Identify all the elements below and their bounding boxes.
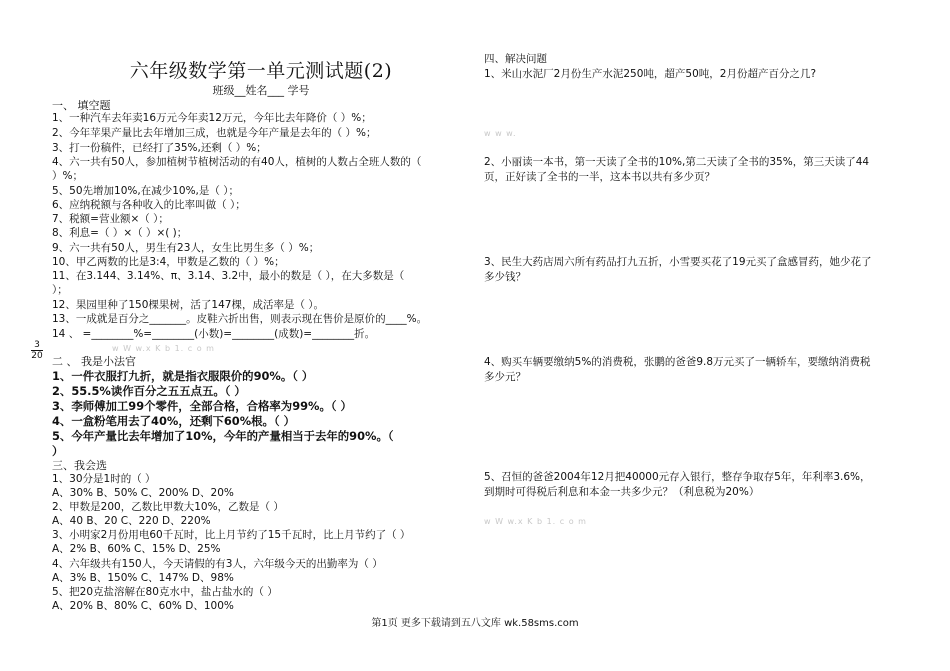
left-text-line-29: 3、小明家2月份用电60千瓦时，比上月节约了15千瓦时，比上月节约了（ ） [52, 529, 411, 541]
watermark-text: w W w.x K b 1. c o m [112, 344, 215, 353]
right-text-line-10: 到期时可得税后利息和本金一共多少元？（利息税为20%） [484, 486, 760, 498]
left-text-line-18: 1、一件衣服打九折，就是指衣服限价的90%。（ ） [52, 369, 314, 383]
right-text-line-0: 四、解决问题 [484, 53, 547, 65]
right-text-line-4: 页，正好读了全书的一半，这本书以共有多少页？ [484, 171, 715, 183]
left-text-line-6: 5、50先增加10%,在减少10%,是（ ）； [52, 185, 239, 197]
left-text-line-31: 4、六年级共有150人，今天请假的有3人，六年级今天的出勤率为（ ） [52, 558, 383, 570]
left-text-line-0: 一、 填空题 [52, 99, 111, 112]
left-text-line-25: 1、30分是1时的（ ） [52, 473, 156, 485]
right-text-line-3: 2、小丽读一本书，第一天读了全书的10%,第二天读了全书的35%，第三天读了44 [484, 156, 870, 168]
left-text-line-14: 12、果园里种了150棵果树，活了147棵，成活率是（ ）。 [52, 299, 325, 311]
left-text-line-2: 2、今年苹果产量比去年增加三成，也就是今年产量是去年的（ ）%； [52, 127, 377, 139]
student-info-line: 班级__姓名___ 学号 [212, 84, 310, 97]
right-text-line-6: 多少钱？ [484, 271, 526, 283]
left-text-line-13: ）； [52, 284, 68, 296]
page-title: 六年级数学第一单元测试题(2) [129, 60, 393, 82]
left-text-line-33: 5、把20克盐溶解在80克水中，盐占盐水的（ ） [52, 586, 278, 598]
left-text-line-21: 4、一盒粉笔用去了40%，还剩下60%根。（ ） [52, 414, 295, 428]
fraction-three-twentieths [30, 340, 44, 361]
fraction-denominator: 20 [31, 351, 43, 361]
left-text-line-26: A、30% B、50% C、200% D、20% [52, 487, 234, 499]
right-text-line-9: 5、召恒的爸爸2004年12月把40000元存入银行，整存争取存5年，年利率3.6%， [484, 471, 871, 483]
left-text-line-4: 4、六一共有50人，参加植树节植树活动的有40人，植树的人数占全班人数的（ [52, 156, 422, 168]
left-text-line-15: 13、一成就是百分之_______。皮鞋六折出售，则表示现在售价是原价的____%。 [52, 313, 428, 325]
left-text-line-3: 3、打一份稿件，已经打了35%,还剩（ ）%； [52, 142, 267, 154]
right-text-line-7: 4、购买车辆要缴纳5%的消费税，张鹏的爸爸9.8万元买了一辆轿车，要缴纳消费税 [484, 356, 871, 368]
left-text-line-11: 10、甲乙两数的比是3:4，甲数是乙数的（ ）%； [52, 256, 285, 268]
left-text-line-10: 9、六一共有50人，男生有23人，女生比男生多（ ）%； [52, 242, 320, 254]
fraction-numerator: 3 [34, 340, 40, 350]
left-text-line-8: 7、税额=营业额×（ ）； [52, 213, 169, 225]
right-text-line-2: w w w. [484, 129, 517, 138]
left-text-line-34: A、20% B、80% C、60% D、100% [52, 600, 234, 612]
left-text-line-30: A、2% B、60% C、15% D、25% [52, 543, 221, 555]
left-text-line-20: 3、李师傅加工99个零件，全部合格，合格率为99%。（ ） [52, 399, 352, 413]
left-text-line-24: 三、我会选 [52, 459, 107, 472]
left-text-line-23: ） [52, 444, 64, 458]
right-text-line-11: w W w.x K b 1. c o m [484, 517, 587, 526]
page-footer: 第1页 更多下载请到五八文库 wk.58sms.com [371, 618, 579, 629]
left-text-line-22: 5、今年产量比去年增加了10%，今年的产量相当于去年的90%。（ [52, 429, 394, 443]
left-text-line-16: 14 、 =________%=________(小数)=________(成数)=________折。 [52, 328, 376, 340]
left-text-line-27: 2、甲数是200，乙数比甲数大10%，乙数是（ ） [52, 501, 284, 513]
left-text-line-17: 二 、 我是小法官 [52, 355, 136, 368]
right-text-line-8: 多少元？ [484, 371, 526, 383]
left-text-line-19: 2、55.5%读作百分之五五点五。（ ） [52, 384, 246, 398]
left-text-line-28: A、40 B、20 C、220 D、220% [52, 515, 211, 527]
left-text-line-12: 11、在3.144、3.14%、π、3.14、3.2中，最小的数是（ ），在大多数是（ [52, 270, 405, 282]
left-text-line-7: 6、应纳税额与各种收入的比率叫做（ ）； [52, 199, 246, 211]
left-text-line-9: 8、利息=（ ）×（ ）×( )； [52, 227, 188, 239]
right-text-line-5: 3、民生大药店周六所有药品打九五折，小雪要买花了19元买了盒感冒药，她少花了 [484, 256, 872, 268]
left-text-line-32: A、3% B、150% C、147% D、98% [52, 572, 234, 584]
left-text-line-1: 1、一种汽车去年卖16万元今年卖12万元，今年比去年降价（ ）%； [52, 112, 372, 124]
right-text-line-1: 1、米山水泥厂2月份生产水泥250吨，超产50吨，2月份超产百分之几? [484, 68, 817, 80]
left-text-line-5: ）%； [52, 170, 83, 182]
